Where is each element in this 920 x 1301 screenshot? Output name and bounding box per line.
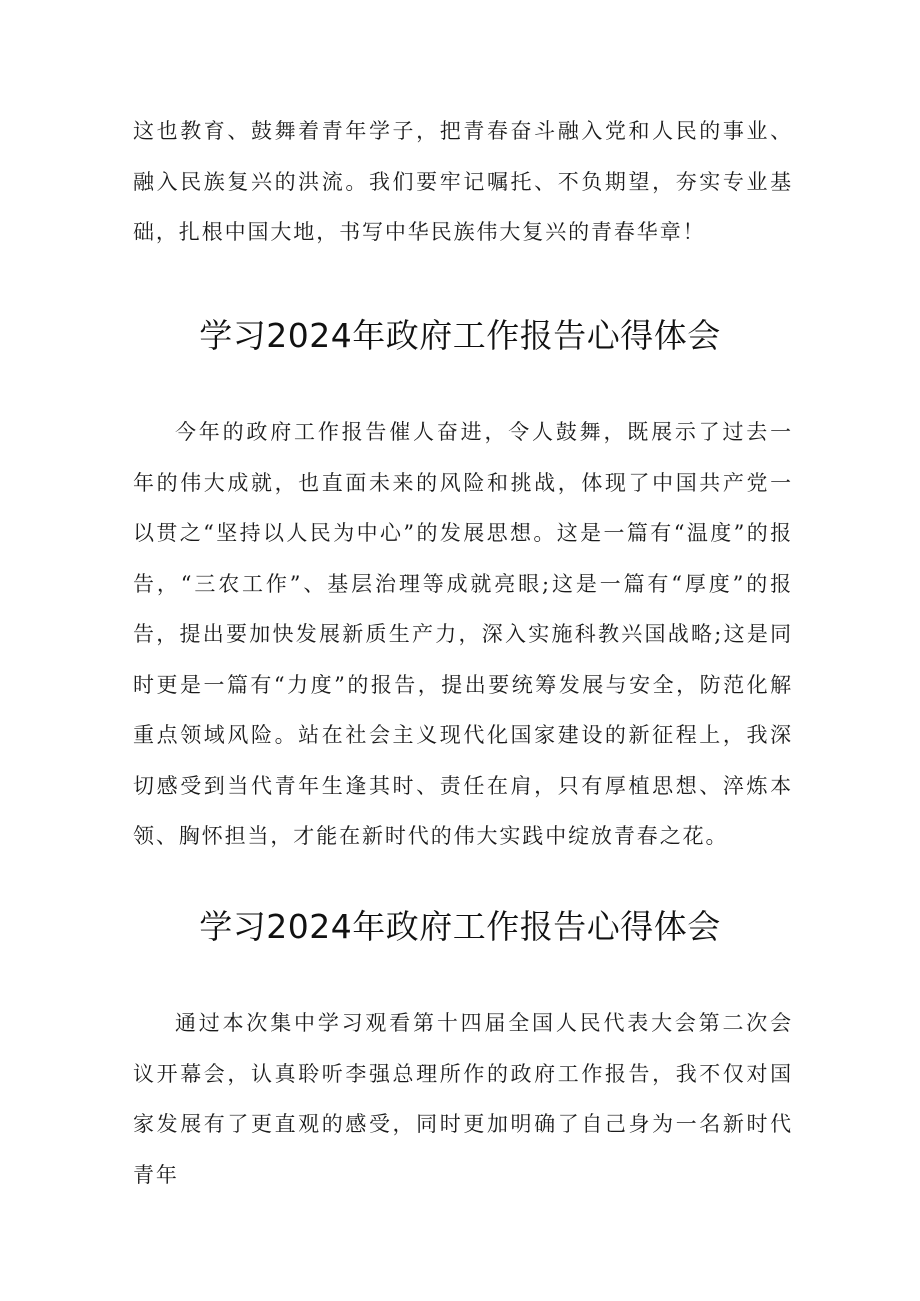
section-heading: 学习2024年政府工作报告心得体会	[199, 907, 721, 946]
section-paragraph: 今年的政府工作报告催人奋进，令人鼓舞，既展示了过去一年的伟大成就，也直面未来的风险和挑战，体现了中国共产党一以贯之“坚持以人民为中心”的发展思想。这是一篇有“温度”的报告，“三农工作”、基层治理等成就亮眼;这是一篇有“厚度”的报告，提出要加快发展新质生产力，深入实施科教兴国战略;这是同时更是一篇有“力度”的报告，提出要统筹发展与安全，防范化解重点领域风险。站在社会主义现代化国家建设的新征程上，我深切感受到当代青年生逢其时、责任在肩，只有厚植思想、淬炼本领、胸怀担当，才能在新时代的伟大实践中绽放青春之花。	[133, 420, 793, 848]
paragraph-continuation: 这也教育、鼓舞着青年学子，把青春奋斗融入党和人民的事业、融入民族复兴的洪流。我们要牢记嘱托、不负期望，夯实专业基础，扎根中国大地，书写中华民族伟大复兴的青春华章！	[133, 119, 793, 244]
section-paragraph: 通过本次集中学习观看第十四届全国人民代表大会第二次会议开幕会，认真聆听李强总理所作的政府工作报告，我不仅对国家发展有了更直观的感受，同时更加明确了自己身为一名新时代青年	[133, 1011, 793, 1187]
section-heading: 学习2024年政府工作报告心得体会	[199, 316, 721, 355]
